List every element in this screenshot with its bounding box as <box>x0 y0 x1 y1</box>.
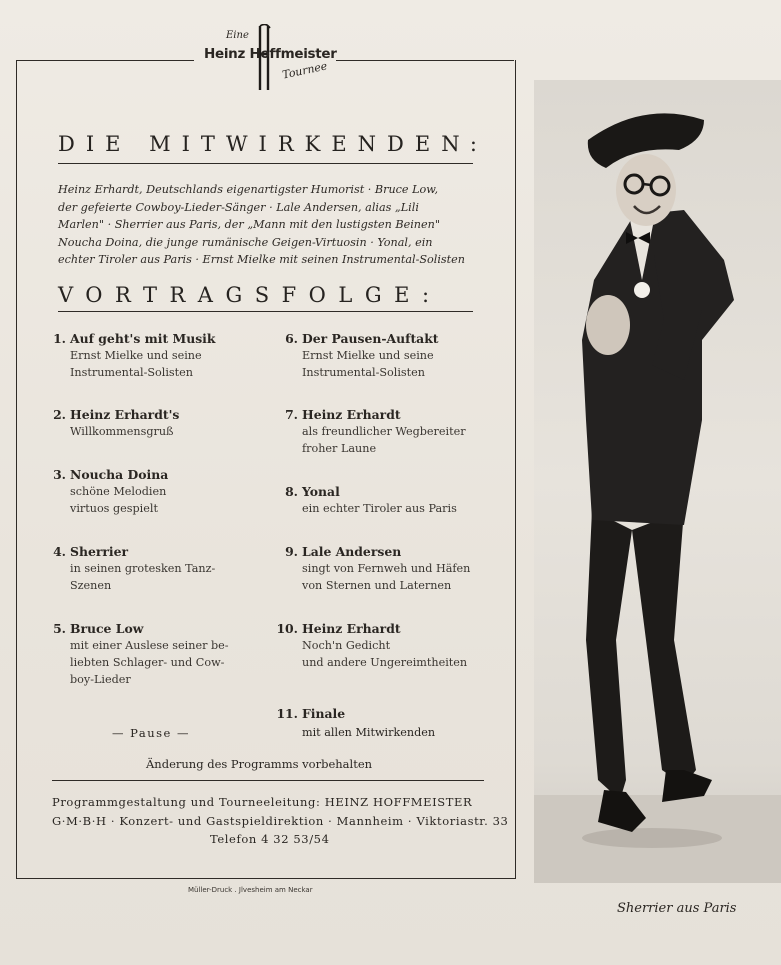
heading-rule-1 <box>58 163 473 164</box>
performers-intro <box>58 181 472 269</box>
item-description <box>70 560 215 594</box>
desc-line: Willkommensgruß <box>70 425 174 438</box>
item-description <box>302 423 466 457</box>
item-description <box>70 423 174 440</box>
logo-tournee: Tournee <box>281 59 329 82</box>
item-title: Finale <box>302 706 346 721</box>
desc-line: ein echter Tiroler aus Paris <box>302 502 457 515</box>
item-number: 10. <box>276 621 298 636</box>
finale-description: mit allen Mitwirkenden <box>302 726 436 739</box>
item-title: Heinz Erhardt <box>302 407 401 422</box>
photo-caption: Sherrier aus Paris <box>617 901 737 916</box>
item-description <box>302 500 457 517</box>
logo-eine: Eine <box>226 30 249 41</box>
intro-line: der gefeierte Cowboy-Lieder-Sänger · Lale Andersen, alias „Lili <box>58 200 419 214</box>
item-description <box>302 560 470 594</box>
heading-vortragsfolge: VORTRAGSFOLGE: <box>58 283 442 307</box>
program-change-note: Änderung des Programms vorbehalten <box>146 757 373 771</box>
credits-rule <box>52 780 484 781</box>
heading-rule-2 <box>58 311 473 312</box>
credits-line: G·M·B·H · Konzert- und Gastspieldirektion · Mannheim · Viktoriastr. 33 <box>52 813 509 828</box>
item-number: 9. <box>285 544 298 559</box>
desc-line: Ernst Mielke und seine <box>70 349 202 362</box>
item-description <box>70 347 202 381</box>
intro-line: Noucha Doina, die junge rumänische Geigen-Virtuosin · Yonal, ein <box>58 235 433 249</box>
item-title: Sherrier <box>70 544 129 559</box>
desc-line: boy-Lieder <box>70 673 131 686</box>
intro-line: Marlen" · Sherrier aus Paris, der „Mann mit den lustigsten Beinen" <box>58 218 440 232</box>
desc-line: Instrumental-Solisten <box>70 366 193 379</box>
performer-photo <box>534 80 781 883</box>
item-title: Der Pausen-Auftakt <box>302 331 439 346</box>
item-number: 2. <box>53 407 66 422</box>
credits-block <box>52 793 509 849</box>
item-title: Lale Andersen <box>302 544 402 559</box>
desc-line: von Sternen und Laternen <box>302 579 452 592</box>
desc-line: froher Laune <box>302 442 377 455</box>
item-number: 5. <box>53 621 66 636</box>
item-number: 8. <box>285 484 298 499</box>
desc-line: und andere Ungereimtheiten <box>302 656 468 669</box>
item-title: Bruce Low <box>70 621 144 636</box>
item-number: 1. <box>53 331 66 346</box>
item-title: Heinz Erhardt's <box>70 407 180 422</box>
dancer-figure-illustration <box>534 80 781 883</box>
desc-line: Ernst Mielke und seine <box>302 349 434 362</box>
desc-line: Instrumental-Solisten <box>302 366 425 379</box>
item-number: 4. <box>53 544 66 559</box>
desc-line: als freundlicher Wegbereiter <box>302 425 466 438</box>
desc-line: in seinen grotesken Tanz- <box>70 562 216 575</box>
pause-marker: — Pause — <box>112 726 191 740</box>
item-description <box>70 637 229 688</box>
credits-phone: Telefon 4 32 53/54 <box>210 832 330 846</box>
desc-line: liebten Schlager- und Cow- <box>70 656 225 669</box>
heading-mitwirkenden: DIE MITWIRKENDEN: <box>58 132 488 156</box>
desc-line: Noch'n Gedicht <box>302 639 391 652</box>
item-description <box>302 637 467 671</box>
item-number: 6. <box>285 331 298 346</box>
item-description <box>70 483 166 517</box>
logo-name: Heinz Hoffmeister <box>204 46 337 62</box>
intro-line: echter Tiroler aus Paris · Ernst Mielke mit seinen Instrumental-Solisten <box>58 253 465 267</box>
item-number: 7. <box>285 407 298 422</box>
desc-line: schöne Melodien <box>70 485 167 498</box>
item-title: Auf geht's mit Musik <box>70 331 216 346</box>
desc-line: Szenen <box>70 579 112 592</box>
item-title: Heinz Erhardt <box>302 621 401 636</box>
printer-imprint: Müller-Druck . Jlvesheim am Neckar <box>188 886 313 894</box>
desc-line: singt von Fernweh und Häfen <box>302 562 471 575</box>
desc-line: virtuos gespielt <box>70 502 158 515</box>
item-title: Yonal <box>302 484 340 499</box>
credits-line: Programmgestaltung und Tourneeleitung: HEINZ HOFFMEISTER <box>52 795 473 809</box>
item-number: 11. <box>276 706 298 721</box>
item-number: 3. <box>53 467 66 482</box>
item-description <box>302 347 434 381</box>
desc-line: mit einer Auslese seiner be- <box>70 639 229 652</box>
intro-line: Heinz Erhardt, Deutschlands eigenartigster Humorist · Bruce Low, <box>58 183 439 196</box>
item-title: Noucha Doina <box>70 467 169 482</box>
